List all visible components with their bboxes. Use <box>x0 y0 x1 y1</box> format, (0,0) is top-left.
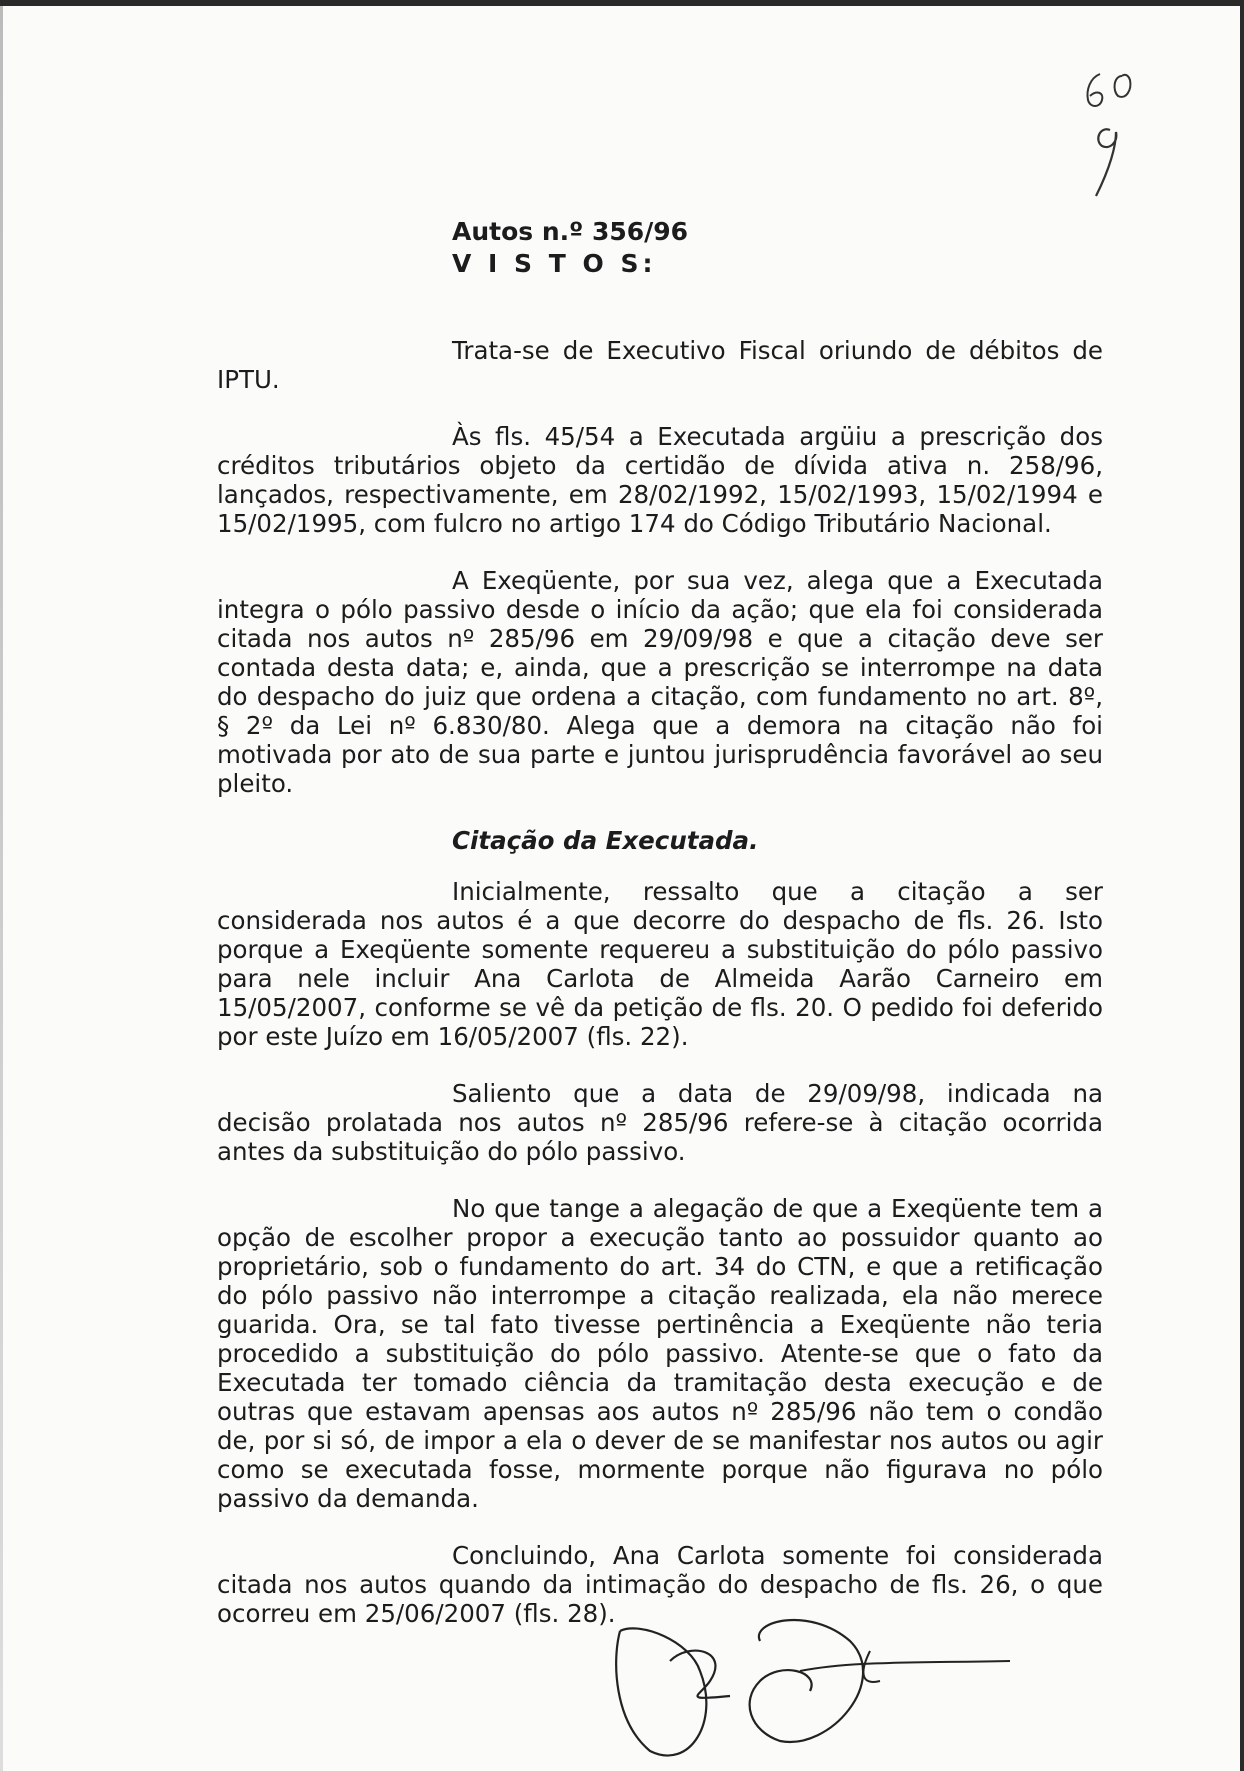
paragraph-exequente-claim: A Exeqüente, por sua vez, alega que a Executada integra o pólo passivo desde o início da ação; que ela foi considerada citada nos autos nº 285/96 em 29/09/98 e que a citação deve ser contada desta data; e, ainda, que a prescrição se interrompe na data do despacho do juiz que ordena a citação, com fundamento no art. 8º, § 2º da Lei nº 6.830/80. Alega que a demora na citação não foi motivada por ato de sua parte e juntou jurisprudência favorável ao seu pleito. <box>217 566 1103 798</box>
vistos-heading: V I S T O S: <box>452 249 657 278</box>
handwritten-folio-icon <box>1060 56 1170 206</box>
paragraph-citation-argument: No que tange a alegação de que a Exeqüente tem a opção de escolher propor a execução tanto ao possuidor quanto ao proprietário, sob o fundamento do art. 34 do CTN, e que a retificação do pólo passivo não interrompe a citação realizada, ela não merece guarida. Ora, se tal fato tivesse pertinência a Exeqüente não teria procedido a substituição do pólo passivo. Atente-se que o fato da Executada ter tomado ciência da tramitação desta execução e de outras que estavam apensas aos autos nº 285/96 não tem o condão de, por si só, de impor a ela o dever de se manifestar nos autos ou agir como se executada fosse, mormente porque não figurava no pólo passivo da demanda. <box>217 1194 1103 1513</box>
case-number: Autos n.º 356/96 <box>452 217 689 246</box>
document-body <box>217 336 1103 1650</box>
document-header <box>452 216 688 280</box>
scan-edge <box>0 6 3 1771</box>
paragraph-intro: Trata-se de Executivo Fiscal oriundo de débitos de IPTU. <box>217 336 1103 394</box>
handwritten-page-number <box>1060 56 1170 206</box>
paragraph-executada-claim: Às fls. 45/54 a Executada argüiu a prescrição dos créditos tributários objeto da certidão de dívida ativa n. 258/96, lançados, respectivamente, em 28/02/1992, 15/02/1993, 15/02/1994 e 15/02/1995, com fulcro no artigo 174 do Código Tributário Nacional. <box>217 422 1103 538</box>
paragraph-citation-date: Saliento que a data de 29/09/98, indicada na decisão prolatada nos autos nº 285/96 refere-se à citação ocorrida antes da substituição do pólo passivo. <box>217 1079 1103 1166</box>
handwritten-signature <box>610 1601 1030 1771</box>
signature-icon <box>610 1601 1030 1771</box>
section-title: Citação da Executada. <box>452 826 759 855</box>
paragraph-conclusion: Concluindo, Ana Carlota somente foi considerada citada nos autos quando da intimação do despacho de fls. 26, o que ocorreu em 25/06/2007 (fls. 28). <box>217 1541 1103 1628</box>
paragraph-citation-initial: Inicialmente, ressalto que a citação a ser considerada nos autos é a que decorre do despacho de fls. 26. Isto porque a Exeqüente somente requereu a substituição do pólo passivo para nele incluir Ana Carlota de Almeida Aarão Carneiro em 15/05/2007, conforme se vê da petição de fls. 20. O pedido foi deferido por este Juízo em 16/05/2007 (fls. 22). <box>217 877 1103 1051</box>
